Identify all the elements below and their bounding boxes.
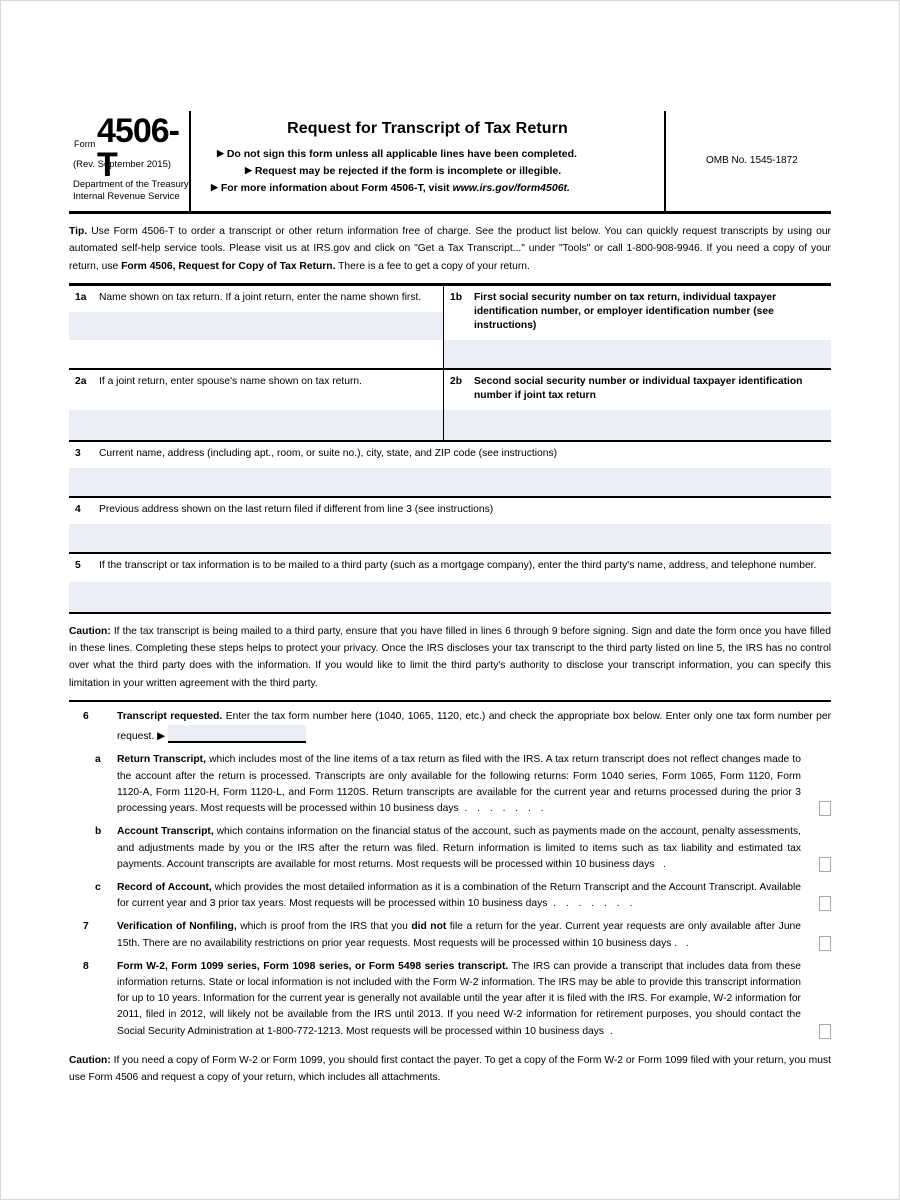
item-c-leader-dots: . . . . . . . bbox=[553, 898, 636, 910]
omb-number: OMB No. 1545-1872 bbox=[706, 155, 798, 166]
form-revision-date: (Rev. September 2015) bbox=[73, 159, 172, 170]
line-5-number: 5 bbox=[75, 559, 81, 571]
checkbox-record-of-account[interactable] bbox=[819, 896, 831, 911]
header-instruction-1-text: Do not sign this form unless all applicable lines have been completed. bbox=[226, 148, 577, 160]
tip-text-3: There is a fee to get a copy of your return. bbox=[335, 260, 530, 272]
header-instruction-1 bbox=[201, 145, 654, 162]
line-2a-number: 2a bbox=[75, 375, 87, 387]
line-4-number: 4 bbox=[75, 503, 81, 515]
line-5-text: If the transcript or tax information is to be mailed to a third party (such as a mortgage company), enter the third party's name, address, and telephone number. bbox=[99, 559, 817, 571]
line-2a-label bbox=[75, 375, 435, 389]
header-title-block bbox=[191, 111, 666, 211]
line-3-input[interactable] bbox=[69, 468, 831, 496]
line-1b-input[interactable] bbox=[444, 340, 831, 368]
caution-copy-of-w2 bbox=[69, 1040, 831, 1095]
header-instruction-2 bbox=[201, 162, 654, 179]
item-c-body bbox=[117, 880, 831, 912]
form-sheet bbox=[69, 111, 831, 1094]
line-1b-number: 1b bbox=[450, 291, 463, 303]
form-word-label: Form bbox=[74, 139, 96, 149]
item-line-6 bbox=[69, 702, 831, 745]
checkbox-return-transcript[interactable] bbox=[819, 801, 831, 816]
line-2b-text: Second social security number or individual taxpayer identification number if joint tax return bbox=[474, 375, 803, 401]
line-2b-number: 2b bbox=[450, 375, 463, 387]
item-7-leader-dots: . bbox=[685, 937, 693, 949]
item-7-number: 7 bbox=[83, 921, 89, 933]
tip-label: Tip. bbox=[69, 226, 88, 237]
row-line-4 bbox=[69, 498, 831, 554]
header-instruction-3 bbox=[201, 179, 654, 196]
item-7-body bbox=[117, 919, 831, 951]
form-number: 4506-T bbox=[97, 112, 179, 184]
item-7-bold-did-not: did not bbox=[411, 921, 447, 933]
item-account-transcript bbox=[69, 817, 831, 873]
line-1b-cell bbox=[444, 286, 831, 368]
caution-third-party bbox=[69, 614, 831, 702]
line-2a-text: If a joint return, enter spouse's name shown on tax return. bbox=[99, 375, 362, 387]
item-c-text: which provides the most detailed information as it is a combination of the Return Transcript and the Account Transcript. Available for current year and 3 prior tax years. Most requests will be processed within 10 business days bbox=[117, 881, 801, 910]
irs-website-link[interactable]: www.irs.gov/form4506t. bbox=[452, 182, 570, 194]
item-6-arrow-icon: ▶ bbox=[157, 731, 165, 743]
line-5-input[interactable] bbox=[69, 582, 831, 612]
item-a-body bbox=[117, 752, 831, 817]
item-8-bold: Form W-2, Form 1099 series, Form 1098 series, or Form 5498 series transcript. bbox=[117, 960, 509, 972]
item-6-body bbox=[117, 709, 831, 745]
checkbox-w2-transcript[interactable] bbox=[819, 1024, 831, 1039]
tip-paragraph bbox=[69, 214, 831, 286]
item-7-bold: Verification of Nonfiling, bbox=[117, 921, 237, 933]
item-a-bold: Return Transcript, bbox=[117, 754, 206, 766]
line-1a-label bbox=[75, 291, 435, 305]
caution-bottom-label: Caution: bbox=[69, 1054, 111, 1066]
line-1a-cell bbox=[69, 286, 444, 368]
department-line-1: Department of the Treasury bbox=[73, 179, 189, 190]
row-line-1 bbox=[69, 286, 831, 370]
item-return-transcript bbox=[69, 745, 831, 817]
line-4-label bbox=[75, 503, 823, 517]
line-5-label bbox=[75, 559, 823, 573]
caution-bottom-text: If you need a copy of Form W-2 or Form 1099, you should first contact the payer. To get a copy of the Form W-2 or Form 1099 filed with your return, you must use Form 4506 and request a copy of your return, which includes all attachments. bbox=[69, 1054, 831, 1084]
line-1b-text: First social security number on tax return, individual taxpayer identification number, or employer identification number (see instructions) bbox=[474, 291, 777, 331]
form-title: Request for Transcript of Tax Return bbox=[287, 120, 568, 137]
row-line-2 bbox=[69, 370, 831, 442]
item-b-letter: b bbox=[95, 826, 102, 838]
checkbox-account-transcript[interactable] bbox=[819, 857, 831, 872]
department-line-2: Internal Revenue Service bbox=[73, 190, 180, 202]
tip-bold-reference: Form 4506, Request for Copy of Tax Return. bbox=[121, 260, 336, 272]
item-7-text-a: which is proof from the IRS that you bbox=[236, 921, 412, 933]
line-1a-text: Name shown on tax return. If a joint return, enter the name shown first. bbox=[99, 291, 422, 303]
item-8-body bbox=[117, 959, 831, 1040]
line-2b-input[interactable] bbox=[444, 410, 831, 440]
issuing-agency bbox=[73, 179, 189, 202]
line-2a-cell bbox=[69, 370, 444, 440]
line-3-text: Current name, address (including apt., room, or suite no.), city, state, and ZIP code (see instructions) bbox=[99, 447, 558, 459]
line-1a-number: 1a bbox=[75, 291, 87, 303]
item-6-bold: Transcript requested. bbox=[117, 711, 223, 723]
item-a-letter: a bbox=[95, 754, 101, 766]
item-w2-1099-1098-5498 bbox=[69, 952, 831, 1040]
row-line-5 bbox=[69, 554, 831, 614]
header-form-identity bbox=[69, 111, 191, 211]
item-a-text: which includes most of the line items of a tax return as filed with the IRS. A tax return transcript does not reflect changes made to the account after the return is processed. Transcripts are only available for the following returns: Form 1040 series, Form 1065, Form 1120, Form 1120-A, Form 1120-H, Form 1120-L, and Form 1120S. Return transcripts are available for the current year and returns processed during the prior 3 processing years. Most requests will be processed within 10 business days bbox=[117, 754, 801, 815]
item-b-leader-dots: . bbox=[663, 858, 670, 870]
item-b-bold: Account Transcript, bbox=[117, 826, 214, 838]
form-header bbox=[69, 111, 831, 214]
item-6-text: Enter the tax form number here (1040, 1065, 1120, etc.) and check the appropriate box below. Enter only one tax form number per request. bbox=[117, 711, 832, 743]
item-verification-of-nonfiling bbox=[69, 912, 831, 951]
line-1a-input[interactable] bbox=[69, 312, 443, 340]
checkbox-verification-of-nonfiling[interactable] bbox=[819, 936, 831, 951]
arrow-icon: ▶ bbox=[245, 165, 252, 175]
item-b-body bbox=[117, 824, 831, 873]
item-8-number: 8 bbox=[83, 960, 89, 972]
header-instruction-3-text: For more information about Form 4506-T, visit bbox=[220, 182, 453, 194]
line-4-text: Previous address shown on the last return filed if different from line 3 (see instructions) bbox=[99, 503, 494, 515]
item-7-text-c: file a return for the year. Current year requests are only available after June 15th. There are no availability restrictions on prior year requests. Most requests will be processed within 10 business days . bbox=[117, 921, 802, 949]
item-record-of-account bbox=[69, 873, 831, 912]
header-instruction-2-text: Request may be rejected if the form is incomplete or illegible. bbox=[254, 165, 562, 177]
tax-form-number-input[interactable] bbox=[168, 725, 306, 743]
line-3-number: 3 bbox=[75, 447, 81, 459]
line-1b-label bbox=[450, 291, 823, 333]
row-line-3 bbox=[69, 442, 831, 498]
item-8-text: The IRS can provide a transcript that includes data from these information returns. State or local information is not included with the Form W-2 information. The IRS may be able to provide this transcript information for up to 10 years. Information for the current year is generally not available until the year after it is filed with the IRS. For example, W-2 information for 2011, filed in 2012, will likely not be available from the IRS until 2013. If you need W-2 information for retirement purposes, you should contact the Social Security Administration at 1-800-772-1213. Most requests will be processed within 10 business days bbox=[117, 960, 801, 1037]
item-c-bold: Record of Account, bbox=[117, 881, 212, 893]
item-8-leader-dots: . bbox=[609, 1025, 617, 1037]
header-omb-block bbox=[666, 111, 831, 211]
arrow-icon: ▶ bbox=[211, 182, 218, 192]
item-6-number: 6 bbox=[83, 711, 89, 723]
line-2b-cell bbox=[444, 370, 831, 440]
item-b-text: which contains information on the financial status of the account, such as payments made on the account, penalty assessments, and adjustments made by you or the IRS after the return was filed. Return information is limited to items such as tax liability and estimated tax payments. Account transcripts are available for most returns. Most requests will be processed within 10 business days bbox=[117, 826, 801, 870]
caution-top-label: Caution: bbox=[69, 625, 111, 637]
caution-top-text: If the tax transcript is being mailed to a third party, ensure that you have filled in lines 6 through 9 before signing. Sign and date the form once you have filled in these lines. Completing these steps helps to protect your privacy. Once the IRS discloses your tax transcript to the third party listed on line 5, the IRS has no control over what the third party does with the information. If you would like to limit the third party's authority to disclose your transcript information, you can specify this limitation in your written agreement with the third party. bbox=[69, 625, 831, 689]
line-4-input[interactable] bbox=[69, 524, 831, 552]
arrow-icon: ▶ bbox=[217, 148, 224, 158]
line-3-label bbox=[75, 447, 823, 461]
item-c-letter: c bbox=[95, 881, 101, 893]
line-2b-label bbox=[450, 375, 823, 403]
tip-text-1: Use Form 4506-T to order a transcript or other return information free of charge. See the product list below. You can quickly request transcripts by using our automated self-help service tools. Please visit us at IRS.gov and click on "Get a Tax Transcript..." under "Tools" or call 1-800-908-9946. If you need a copy of your return, use bbox=[69, 226, 831, 272]
item-a-leader-dots: . . . . . . . bbox=[464, 803, 548, 815]
line-2a-input[interactable] bbox=[69, 410, 443, 440]
